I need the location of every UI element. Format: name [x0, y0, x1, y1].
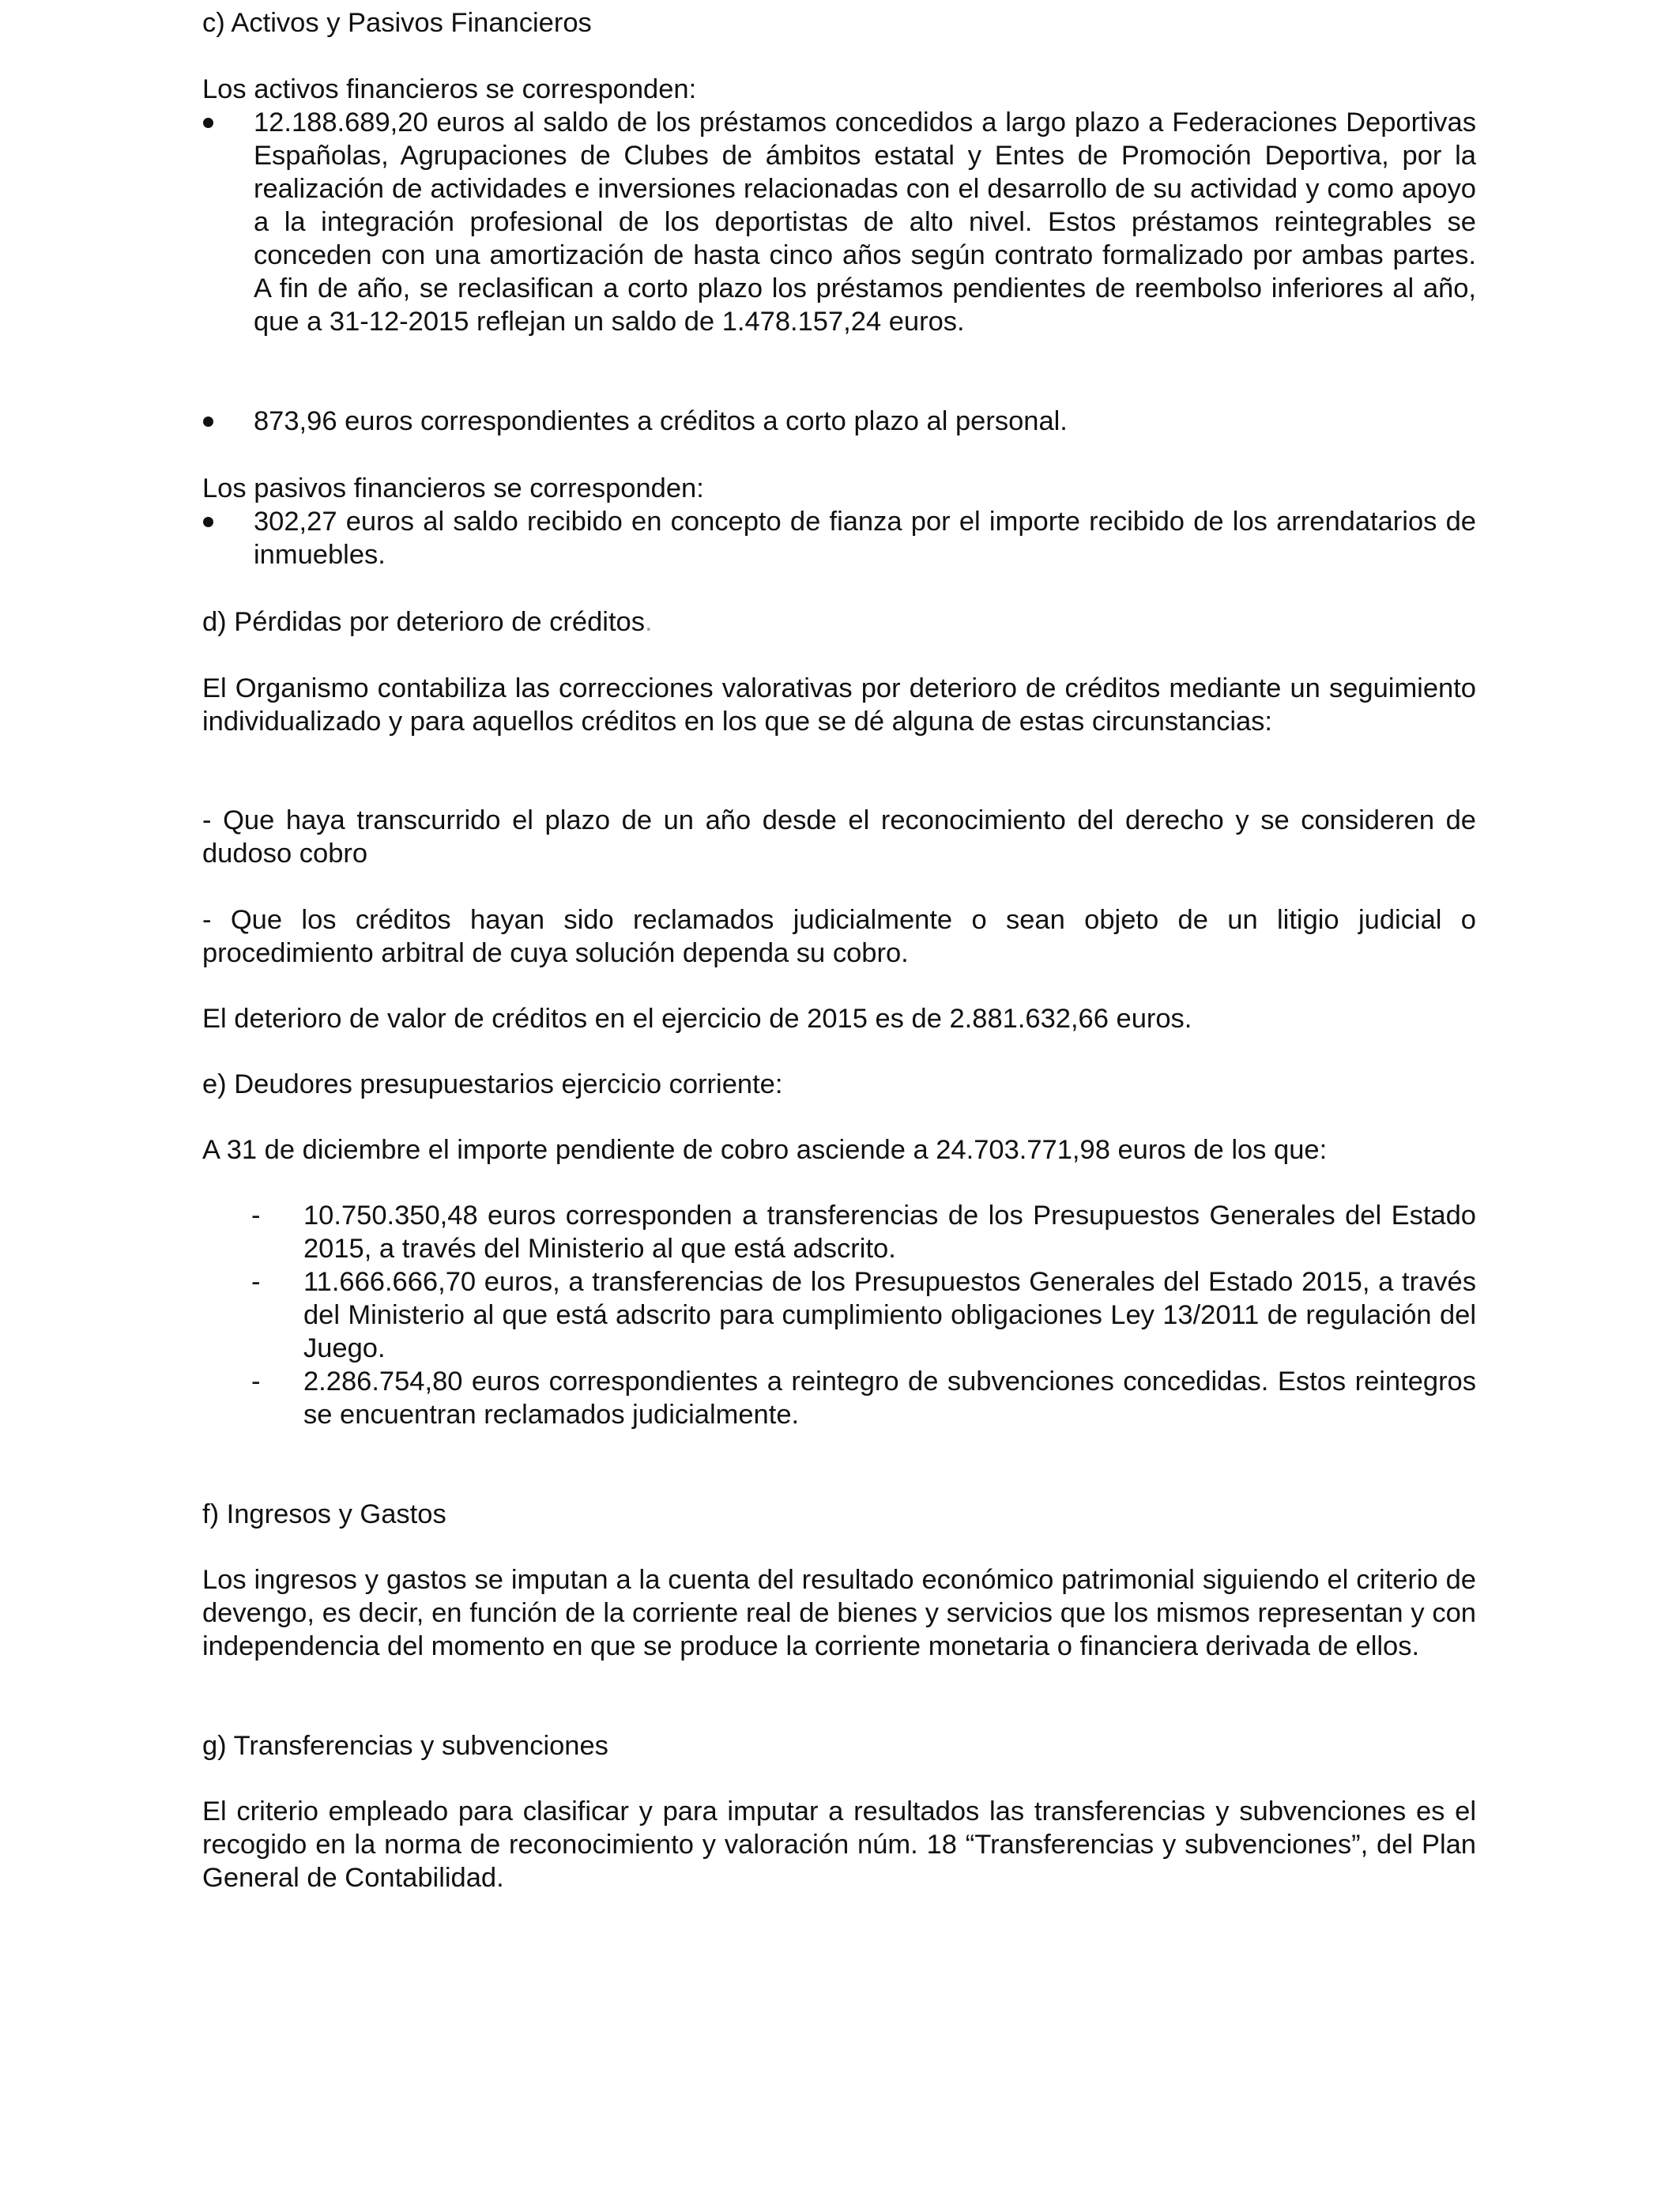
section-c-heading: c) Activos y Pasivos Financieros	[202, 8, 592, 38]
dash-bullet: -	[251, 1367, 261, 1397]
bullet-icon	[202, 106, 226, 128]
section-d-heading-dot: .	[644, 607, 653, 637]
section-d-intro: El Organismo contabiliza las correcciones valorativas por deterioro de créditos mediante un seguimiento individualizado y para aquellos créditos en los que se dé alguna de estas circunstancias:	[202, 673, 1476, 737]
receivables-item-text: 11.666.666,70 euros, a transferencias de los Presupuestos Generales del Estado 2015, a través del Ministerio al que está adscrito para cumplimiento obligaciones Ley 13/2011 de regulación del Juego.	[303, 1267, 1476, 1363]
section-d-condition: - Que haya transcurrido el plazo de un año desde el reconocimiento del derecho y se consideren de dudoso cobro	[202, 805, 1476, 869]
receivables-item-text: 10.750.350,48 euros corresponden a transferencias de los Presupuestos Generales del Estado 2015, a través del Ministerio al que está adscrito.	[303, 1201, 1476, 1264]
section-d-heading-text: d) Pérdidas por deterioro de créditos	[202, 607, 645, 637]
section-e-heading: e) Deudores presupuestarios ejercicio corriente:	[202, 1069, 783, 1099]
section-g-body: El criterio empleado para clasificar y para imputar a resultados las transferencias y subvenciones es el recogido en la norma de reconocimiento y valoración núm. 18 “Transferencias y subvenciones”, del Plan General de Contabilidad.	[202, 1796, 1476, 1893]
section-f-heading: f) Ingresos y Gastos	[202, 1499, 446, 1529]
section-d-condition: - Que los créditos hayan sido reclamados judicialmente o sean objeto de un litigio judicial o procedimiento arbitral de cuya solución dependa su cobro.	[202, 905, 1476, 968]
section-d-heading	[202, 605, 653, 639]
bullet-icon	[202, 505, 226, 527]
section-d-conclusion: El deterioro de valor de créditos en el ejercicio de 2015 es de 2.881.632,66 euros.	[202, 1004, 1192, 1034]
receivables-item-text: 2.286.754,80 euros correspondientes a reintegro de subvenciones concedidas. Estos reintegros se encuentran reclamados judicialmente.	[303, 1367, 1476, 1430]
dash-bullet: -	[251, 1267, 261, 1297]
dash-bullet: -	[251, 1201, 261, 1231]
assets-item-text: 12.188.689,20 euros al saldo de los préstamos concedidos a largo plazo a Federaciones Deportivas Españolas, Agrupaciones de Clubes de ámbitos estatal y Entes de Promoción Deportiva, por la realización de actividades e inversiones relacionadas con el desarrollo de su actividad y como apoyo a la integración profesional de los deportistas de alto nivel. Estos préstamos reintegrables se conceden con una amortización de hasta cinco años según contrato formalizado por ambas partes. A fin de año, se reclasifican a corto plazo los préstamos pendientes de reembolso inferiores al año, que a 31-12-2015 reflejan un saldo de 1.478.157,24 euros.	[254, 107, 1476, 337]
section-g-heading: g) Transferencias y subvenciones	[202, 1731, 608, 1761]
liabilities-intro: Los pasivos financieros se corresponden:	[202, 473, 704, 503]
liabilities-item-text: 302,27 euros al saldo recibido en concepto de fianza por el importe recibido de los arrendatarios de inmuebles.	[254, 507, 1476, 570]
section-e-intro: A 31 de diciembre el importe pendiente de cobro asciende a 24.703.771,98 euros de los que:	[202, 1135, 1328, 1165]
section-f-body: Los ingresos y gastos se imputan a la cuenta del resultado económico patrimonial siguiendo el criterio de devengo, es decir, en función de la corriente real de bienes y servicios que los mismos representan y con independencia del momento en que se produce la corriente monetaria o financiera derivada de ellos.	[202, 1565, 1476, 1661]
bullet-icon	[202, 405, 226, 427]
assets-intro: Los activos financieros se corresponden:	[202, 74, 697, 104]
assets-item-text: 873,96 euros correspondientes a créditos a corto plazo al personal.	[254, 406, 1068, 436]
